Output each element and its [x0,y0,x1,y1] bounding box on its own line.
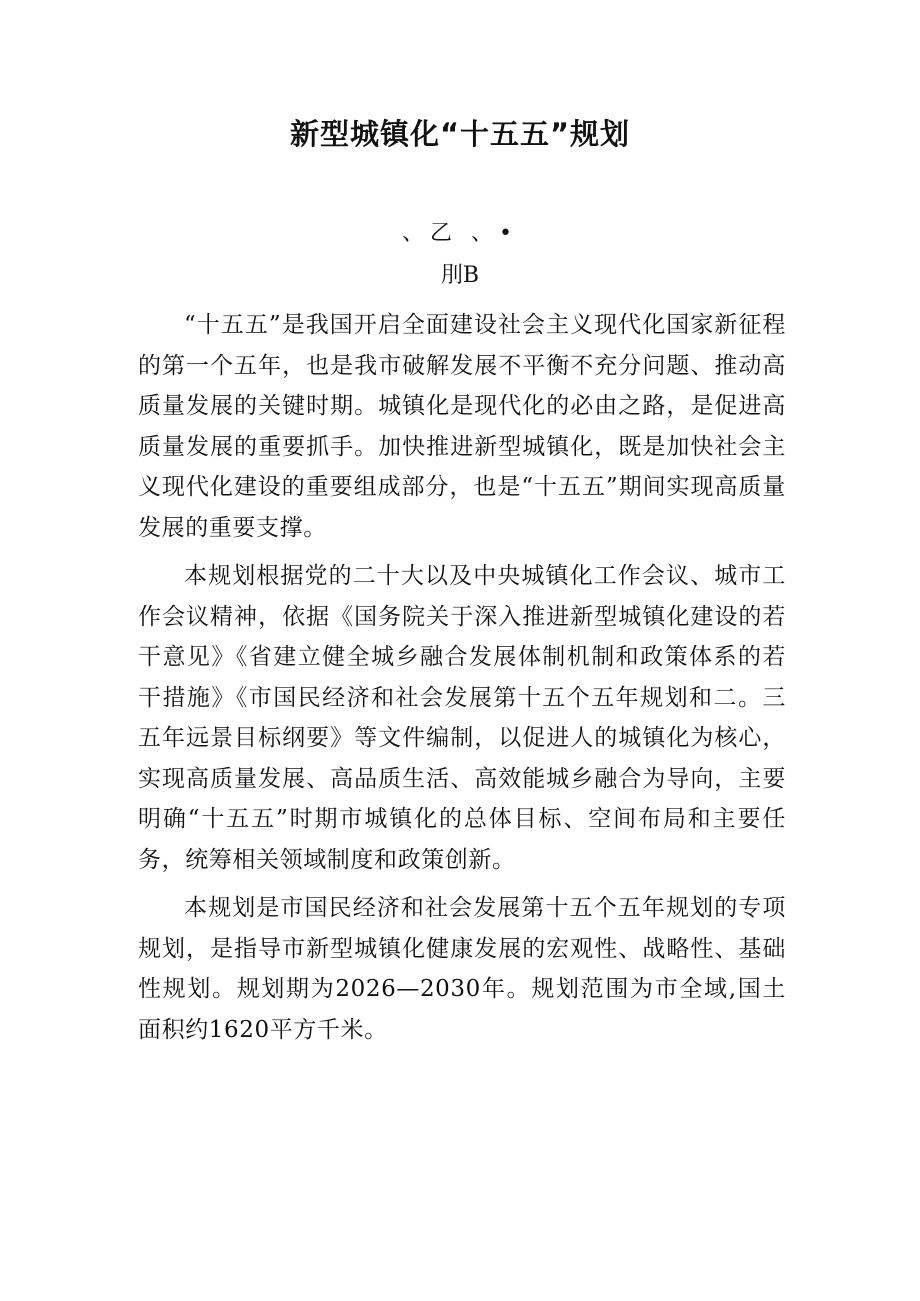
paragraph-2: 本规划根据党的二十大以及中央城镇化工作会议、城市工作会议精神，依据《国务院关于深入推进新型城镇化建设的若干意见》《省建立健全城乡融合发展体制机制和政策体系的若干措施》《市国民经济和社会发展第十五个五年规划和二。三五年远景目标纲要》等文件编制，以促进人的城镇化为核心，实现高质量发展、高品质生活、高效能城乡融合为导向，主要明确“十五五”时期市城镇化的总体目标、空间布局和主要任务，统筹相关领域制度和政策创新。 [138,563,786,873]
paragraph-3: 本规划是市国民经济和社会发展第十五个五年规划的专项规划，是指导市新型城镇化健康发展的宏观性、战略性、基础性规划。规划期为2026—2030年。规划范围为市全域,国土面积约1620平方千米。 [138,895,786,1043]
section-marker-line: 、乙 、• [402,221,518,246]
document-body [138,305,786,1058]
document-title: 新型城镇化“十五五”规划 [289,117,631,151]
paragraph-1: “十五五”是我国开启全面建设社会主义现代化国家新征程的第一个五年，也是我市破解发展不平衡不充分问题、推动高质量发展的关键时期。城镇化是现代化的必由之路，是促进高质量发展的重要抓手。加快推进新型城镇化，既是加快社会主义现代化建设的重要组成部分，也是“十五五”期间实现高质量发展的重要支撑。 [138,312,786,541]
section-heading: 刖B [440,263,480,288]
